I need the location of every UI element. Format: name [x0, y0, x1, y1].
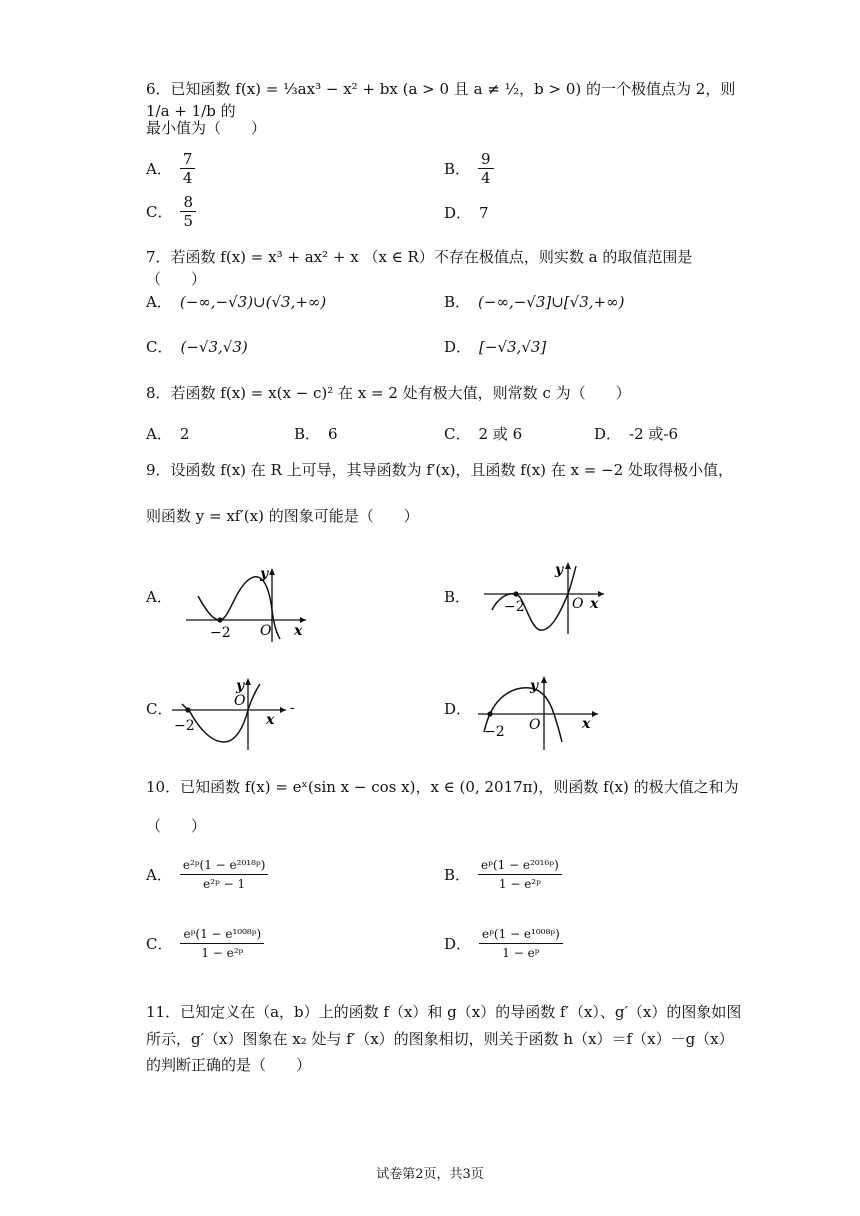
- question-10-line-1: 10．已知函数 f(x) = eˣ(sin x − cos x)，x ∈ (0, 2017π)，则函数 f(x) 的极大值之和为: [146, 778, 739, 796]
- numerator: eᵖ(1 − e¹⁰⁰⁸ᵖ): [180, 925, 264, 944]
- q8-option-a[interactable]: [146, 423, 189, 444]
- graph-b-y: y: [555, 562, 564, 578]
- q6-option-c[interactable]: [146, 193, 196, 230]
- fraction: [180, 150, 196, 187]
- fraction: [478, 150, 494, 187]
- question-11-stem-cont: [146, 1028, 742, 1050]
- option-value: (−∞,−√3]∪[√3,+∞): [478, 292, 625, 311]
- question-6-stem-cont: [146, 117, 742, 139]
- question-11-line-1: 11．已知定义在（a，b）上的函数 f（x）和 g（x）的导函数 f′（x）、g′（x）的图象如图: [146, 1003, 742, 1021]
- denominator: 1 − e²ᵖ: [498, 877, 541, 891]
- graph-b: [480, 558, 610, 638]
- numerator: e²ᵖ(1 − e²⁰¹⁸ᵖ): [180, 856, 269, 875]
- question-10-line-2: （ ）: [146, 817, 207, 835]
- numerator: eᵖ(1 − e²⁰¹⁶ᵖ): [478, 856, 562, 875]
- option-value: [−√3,√3]: [479, 337, 547, 356]
- denominator: 4: [481, 169, 491, 187]
- option-label: C．: [146, 935, 173, 953]
- question-9-stem: [146, 459, 742, 481]
- option-label: D．: [444, 700, 472, 718]
- graph-c-x: x: [266, 712, 275, 728]
- question-9-stem-cont: [146, 505, 742, 527]
- q7-option-a[interactable]: [146, 291, 326, 312]
- graph-c-y: y: [236, 678, 245, 694]
- option-label: C．: [444, 425, 471, 443]
- option-label: B．: [444, 160, 471, 178]
- option-label: B．: [444, 588, 471, 606]
- q10-option-a[interactable]: [146, 856, 268, 893]
- q10-option-d[interactable]: [444, 925, 563, 962]
- option-label: A．: [146, 160, 172, 178]
- denominator: 1 − eᵖ: [502, 946, 540, 960]
- denominator: 1 − e²ᵖ: [201, 946, 244, 960]
- option-label: D．: [444, 935, 472, 953]
- graph-c-origin: O: [234, 693, 246, 709]
- option-label: A．: [146, 588, 172, 606]
- denominator: 5: [183, 212, 194, 230]
- question-8-stem: [146, 382, 742, 404]
- numerator: eᵖ(1 − e¹⁰⁰⁸ᵖ): [479, 925, 563, 944]
- question-6-line-2: 最小值为（ ）: [146, 119, 267, 137]
- option-value: (−√3,√3): [180, 337, 248, 356]
- option-value: (−∞,−√3)∪(√3,+∞): [179, 292, 327, 311]
- q9-option-b[interactable]: [444, 586, 470, 607]
- numerator: 7: [180, 150, 196, 169]
- option-label: A．: [146, 866, 172, 884]
- q10-option-b[interactable]: [444, 856, 562, 893]
- question-11-stem-end: [146, 1054, 742, 1076]
- option-value: 2 或 6: [478, 425, 523, 443]
- option-label: B．: [444, 866, 471, 884]
- option-label: D．: [594, 425, 622, 443]
- question-10-stem-cont: [146, 815, 742, 837]
- question-6-line-1: 6．已知函数 f(x) = ⅓ax³ − x² + bx (a > 0 且 a ≠ ½，b > 0) 的一个极值点为 2，则 1/a + 1/b 的: [146, 80, 736, 120]
- q7-option-c[interactable]: [146, 336, 248, 357]
- option-label: A．: [146, 425, 172, 443]
- question-8-text: 8．若函数 f(x) = x(x − c)² 在 x = 2 处有极大值，则常数 c 为（ ）: [146, 384, 631, 402]
- numerator: 8: [180, 193, 196, 212]
- question-9-line-1: 9．设函数 f(x) 在 R 上可导，其导函数为 f′(x)，且函数 f(x) 在 x = −2 处取得极小值，: [146, 461, 733, 479]
- option-label: C．: [146, 338, 173, 356]
- option-value: 6: [328, 424, 338, 443]
- option-value: 7: [479, 203, 489, 222]
- q9-option-a[interactable]: [146, 586, 172, 607]
- graph-c-neg2: −2: [174, 718, 195, 734]
- question-11-line-3: 的判断正确的是（ ）: [146, 1056, 312, 1074]
- q9-option-d[interactable]: [444, 698, 471, 719]
- page-footer: 试卷第2页，共3页: [376, 1167, 484, 1182]
- option-label: B．: [444, 293, 471, 311]
- graph-a-neg2: −2: [210, 625, 231, 641]
- question-11-line-2: 所示，g′（x）图象在 x₂ 处与 f′（x）的图象相切，则关于函数 h（x）＝f（x）－g（x）: [146, 1030, 734, 1048]
- option-label: B．: [294, 425, 321, 443]
- option-value: 2: [179, 424, 190, 443]
- question-9-line-2: 则函数 y = xf′(x) 的图象可能是（ ）: [146, 507, 419, 525]
- fraction: [478, 856, 562, 893]
- graph-a-origin: O: [260, 623, 272, 639]
- graph-a: [182, 564, 312, 644]
- q7-option-d[interactable]: [444, 336, 546, 357]
- question-11-stem: [146, 1001, 742, 1023]
- graph-d: [474, 672, 604, 752]
- q10-option-c[interactable]: [146, 925, 264, 962]
- q8-option-b[interactable]: [294, 423, 338, 444]
- graph-a-y: y: [260, 566, 269, 582]
- option-label: C．: [146, 203, 173, 221]
- graph-b-origin: O: [572, 596, 584, 612]
- graph-c: [168, 674, 298, 754]
- option-value: -2 或-6: [629, 425, 679, 443]
- q8-option-c[interactable]: [444, 423, 522, 444]
- denominator: 4: [182, 169, 193, 187]
- q6-option-d[interactable]: [444, 202, 489, 223]
- numerator: 9: [478, 150, 494, 169]
- option-label: C．: [146, 700, 173, 718]
- fraction: [180, 193, 196, 230]
- graph-d-neg2: −2: [484, 724, 505, 740]
- question-6-stem: [146, 78, 742, 122]
- graph-d-y: y: [530, 678, 539, 694]
- stray-dash: -: [290, 700, 295, 716]
- graph-a-x: x: [294, 623, 303, 639]
- graph-d-origin: O: [529, 717, 541, 733]
- fraction: [180, 925, 264, 962]
- q7-option-b[interactable]: [444, 291, 624, 312]
- question-7-stem: [146, 246, 742, 290]
- question-7-text: 7．若函数 f(x) = x³ + ax² + x （x ∈ R）不存在极值点，则实数 a 的取值范围是（ ）: [146, 248, 693, 288]
- question-10-stem: [146, 776, 742, 798]
- denominator: e²ᵖ − 1: [203, 877, 246, 891]
- graph-b-neg2: −2: [504, 599, 525, 615]
- q8-option-d[interactable]: [594, 423, 678, 444]
- option-label: D．: [444, 204, 472, 222]
- graph-d-x: x: [582, 716, 591, 732]
- option-label: D．: [444, 338, 472, 356]
- q6-option-a[interactable]: [146, 150, 195, 187]
- q6-option-b[interactable]: [444, 150, 494, 187]
- graph-b-x: x: [590, 596, 599, 612]
- fraction: [479, 925, 563, 962]
- option-label: A．: [146, 293, 172, 311]
- fraction: [180, 856, 269, 893]
